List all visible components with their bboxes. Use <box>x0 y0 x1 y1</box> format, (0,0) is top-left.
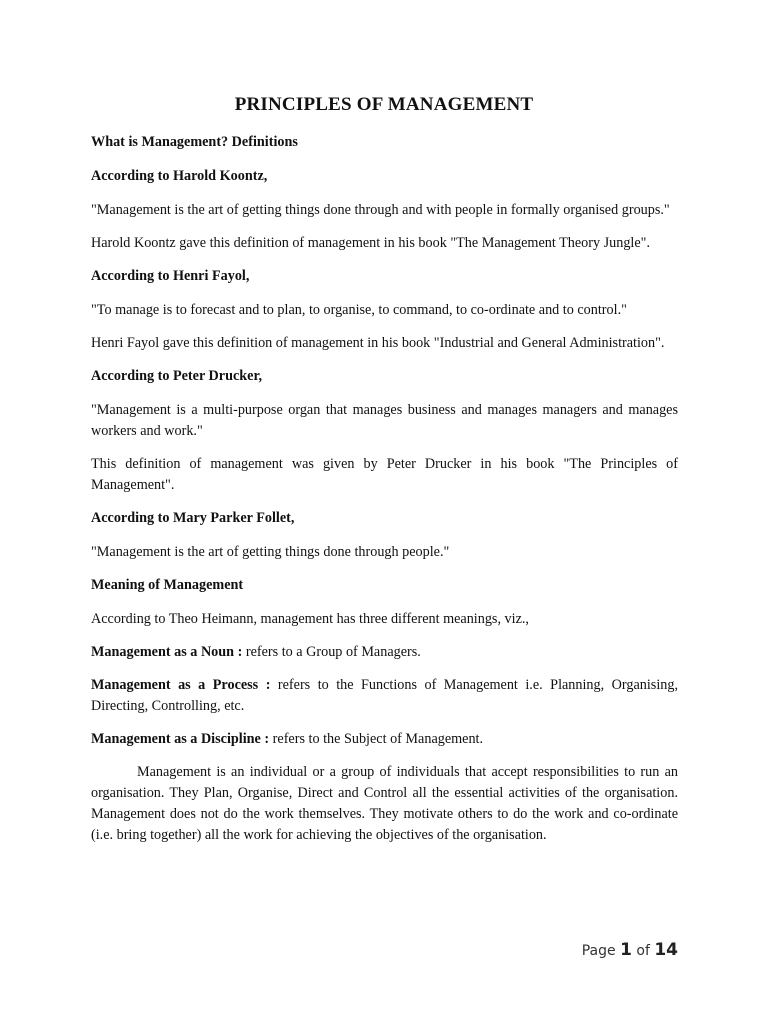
paragraph-discipline <box>91 729 678 750</box>
subheading-drucker: According to Peter Drucker, <box>91 368 262 384</box>
paragraph-follet-quote: "Management is the art of getting things done through people." <box>91 544 450 560</box>
subheading-fayol: According to Henri Fayol, <box>91 268 250 284</box>
noun-text: refers to a Group of Managers. <box>242 644 421 660</box>
process-text: refers to the Functions of Management i.e. Planning, Organising, Directing, Controlling, etc. <box>91 677 678 714</box>
paragraph-final: Management is an individual or a group of individuals that accept responsibilities to run an organisation. They Plan, Organise, Direct and Control all the essential activities of the organisation. Management does not do the work themselves. They motivate others to do the work and co-ordinate (i.e. bring together) all the work for achieving the objectives of the organisation. <box>91 764 678 843</box>
paragraph-noun <box>91 642 678 663</box>
page-word: Page <box>581 943 621 959</box>
section-heading-meaning: Meaning of Management <box>91 577 244 593</box>
discipline-text: refers to the Subject of Management. <box>269 731 484 747</box>
paragraph-koontz-quote: "Management is the art of getting things done through and with people in formally organised groups." <box>91 202 670 218</box>
subheading-follet: According to Mary Parker Follet, <box>91 510 295 526</box>
page-current: 1 <box>620 940 632 960</box>
page-title: PRINCIPLES OF MANAGEMENT <box>234 94 534 115</box>
page-of: of <box>631 943 655 959</box>
paragraph-meaning: According to Theo Heimann, management has three different meanings, viz., <box>91 611 529 627</box>
page-number <box>582 940 678 960</box>
document-body <box>91 132 678 858</box>
paragraph-fayol-source: Henri Fayol gave this definition of management in his book "Industrial and General Administration". <box>91 335 665 351</box>
paragraph-koontz-source: Harold Koontz gave this definition of management in his book "The Management Theory Jungle". <box>91 235 650 251</box>
paragraph-process <box>91 675 678 717</box>
noun-label: Management as a Noun : <box>91 644 243 660</box>
paragraph-drucker-source: This definition of management was given by Peter Drucker in his book "The Principles of Management". <box>91 456 678 493</box>
section-heading: What is Management? Definitions <box>91 134 298 150</box>
paragraph-fayol-quote: "To manage is to forecast and to plan, to organise, to command, to co-ordinate and to control." <box>91 302 627 318</box>
process-label: Management as a Process : <box>91 677 271 693</box>
paragraph-drucker-quote: "Management is a multi-purpose organ that manages business and manages managers and manages workers and work." <box>91 402 678 439</box>
subheading-koontz: According to Harold Koontz, <box>91 168 268 184</box>
discipline-label: Management as a Discipline : <box>91 731 270 747</box>
page-total: 14 <box>654 940 678 960</box>
